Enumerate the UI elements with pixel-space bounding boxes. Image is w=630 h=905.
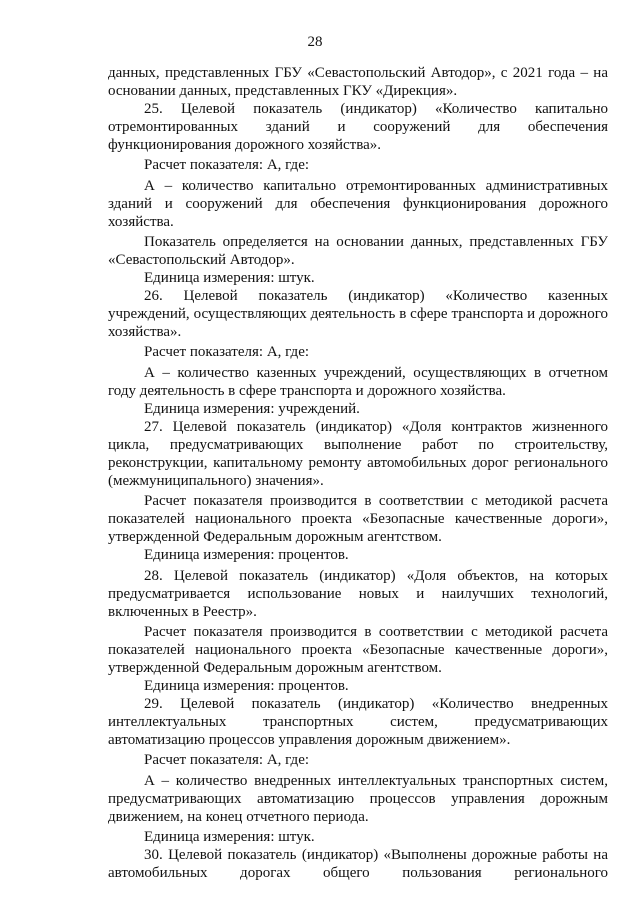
- page-number: 28: [307, 34, 323, 50]
- paragraph-continuation: данных, представленных ГБУ «Севастопольский Автодор», с 2021 года – на основании данных, представленных ГКУ «Дирекция».: [108, 65, 608, 100]
- paragraph-calculation: Расчет показателя: А, где:: [144, 344, 310, 361]
- paragraph-definition: А – количество казенных учреждений, осуществляющих в отчетном году деятельность в сфере транспорта и дорожного хозяйства.: [108, 364, 608, 399]
- paragraph-unit: Единица измерения: штук.: [144, 270, 315, 287]
- paragraph-indicator-30: 30. Целевой показатель (индикатор) «Выполнены дорожные работы на автомобильных дорогах общего пользования регионального: [108, 846, 608, 882]
- paragraph-calculation: Расчет показателя: А, где:: [144, 752, 310, 769]
- paragraph-indicator-25: 25. Целевой показатель (индикатор) «Количество капитально отремонтированных зданий и сооружений для обеспечения функционирования дорожного хозяйства».: [108, 101, 608, 154]
- paragraph-definition: А – количество капитально отремонтированных административных зданий и сооружений для обеспечения функционирования дорожного хозяйства.: [108, 177, 608, 230]
- paragraph-unit: Единица измерения: штук.: [144, 828, 315, 845]
- paragraph-unit: Единица измерения: процентов.: [144, 678, 349, 695]
- paragraph-methodology: Расчет показателя производится в соответствии с методикой расчета показателей национального проекта «Безопасные качественные дороги», утвержденной Федеральным дорожным агентством.: [108, 493, 608, 546]
- paragraph-unit: Единица измерения: процентов.: [144, 547, 349, 564]
- paragraph-indicator-29: 29. Целевой показатель (индикатор) «Количество внедренных интеллектуальных транспортных систем, предусматривающих автоматизацию процессов управления дорожным движением».: [108, 696, 608, 749]
- paragraph-indicator-28: 28. Целевой показатель (индикатор) «Доля объектов, на которых предусматривается использование новых и наилучших технологий, включенных в Реестр».: [108, 567, 608, 620]
- paragraph-calculation: Расчет показателя: А, где:: [144, 157, 310, 174]
- paragraph-source: Показатель определяется на основании данных, представленных ГБУ «Севастопольский Автодор».: [108, 233, 608, 268]
- paragraph-unit: Единица измерения: учреждений.: [144, 400, 360, 417]
- paragraph-indicator-26: 26. Целевой показатель (индикатор) «Количество казенных учреждений, осуществляющих деятельность в сфере транспорта и дорожного хозяйства».: [108, 288, 608, 341]
- paragraph-indicator-27: 27. Целевой показатель (индикатор) «Доля контрактов жизненного цикла, предусматривающих выполнение работ по строительству, реконструкции, капитальному ремонту автомобильных дорог регионального (межмуниципального) значения».: [108, 418, 608, 490]
- document-body: [108, 64, 608, 882]
- paragraph-methodology: Расчет показателя производится в соответствии с методикой расчета показателей национального проекта «Безопасные качественные дороги», утвержденной Федеральным дорожным агентством.: [108, 623, 608, 676]
- paragraph-definition: А – количество внедренных интеллектуальных транспортных систем, предусматривающих автоматизацию процессов управления дорожным движением, на конец отчетного периода.: [108, 772, 608, 825]
